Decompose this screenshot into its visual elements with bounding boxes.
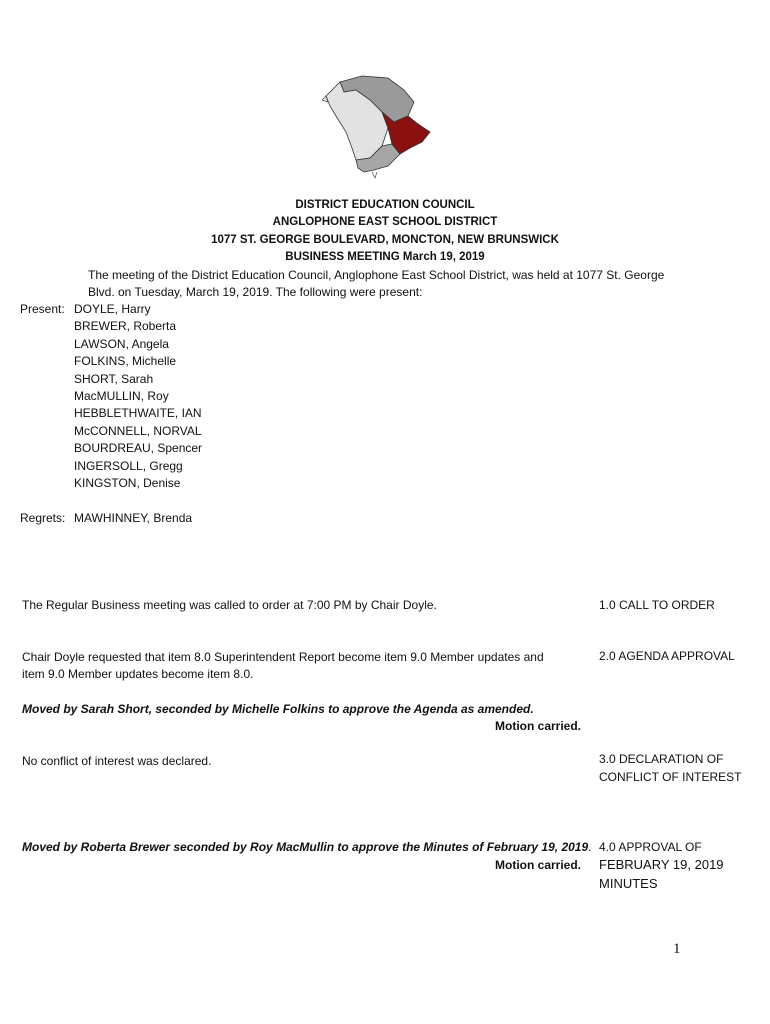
minutes-motion [22,839,591,856]
list-item: SHORT, Sarah [74,371,154,386]
present-member-list [74,301,202,492]
council-title: DISTRICT EDUCATION COUNCIL [295,199,475,211]
district-address: 1077 ST. GEORGE BOULEVARD, MONCTON, NEW BRUNSWICK [211,234,559,246]
meeting-title: BUSINESS MEETING March 19, 2019 [285,251,485,263]
agenda-text-line-2: item 9.0 Member updates become item 8.0. [22,667,254,681]
section-approval-of: 4.0 APPROVAL OF [599,840,702,854]
new-brunswick-district-map-icon [322,72,432,180]
section-conflict-of-interest: CONFLICT OF INTEREST [599,770,742,784]
list-item: McCONNELL, NORVAL [74,423,202,438]
section-minutes-date: FEBRUARY 19, 2019 [599,857,724,872]
list-item: MacMULLIN, Roy [74,389,169,404]
section-minutes: MINUTES [599,876,658,891]
section-declaration-of: 3.0 DECLARATION OF [599,752,724,766]
agenda-text-line-1: Chair Doyle requested that item 8.0 Superintendent Report become item 9.0 Member updates and [22,650,544,664]
list-item: LAWSON, Angela [74,336,169,351]
section-agenda-approval: 2.0 AGENDA APPROVAL [599,649,735,663]
agenda-motion: Moved by Sarah Short, seconded by Michelle Folkins to approve the Agenda as amended. [22,702,534,716]
district-name: ANGLOPHONE EAST SCHOOL DISTRICT [272,216,498,228]
conflict-text: No conflict of interest was declared. [22,754,212,768]
list-item: FOLKINS, Michelle [74,354,177,369]
list-item: BREWER, Roberta [74,319,177,334]
list-item: BOURDREAU, Spencer [74,441,203,456]
list-item: KINGSTON, Denise [74,476,181,491]
section-call-to-order: 1.0 CALL TO ORDER [599,598,715,612]
list-item: INGERSOLL, Gregg [74,458,183,473]
agenda-motion-carried: Motion carried. [495,719,582,733]
page-number: 1 [673,941,681,957]
call-to-order-text: The Regular Business meeting was called to order at 7:00 PM by Chair Doyle. [22,598,437,612]
minutes-motion-period: . [588,840,592,854]
minutes-motion-text: Moved by Roberta Brewer seconded by Roy MacMullin to approve the Minutes of February 19, 2019 [22,840,589,854]
list-item: HEBBLETHWAITE, IAN [74,406,202,421]
intro-line-2: Blvd. on Tuesday, March 19, 2019. The following were present: [88,285,423,299]
intro-line-1: The meeting of the District Education Council, Anglophone East School District, was held at 1077 St. George [88,268,665,282]
list-item: DOYLE, Harry [74,302,151,316]
regrets-label: Regrets: [20,511,66,525]
present-label: Present: [20,302,65,316]
regrets-name: MAWHINNEY, Brenda [74,511,193,525]
minutes-motion-carried: Motion carried. [495,858,582,872]
